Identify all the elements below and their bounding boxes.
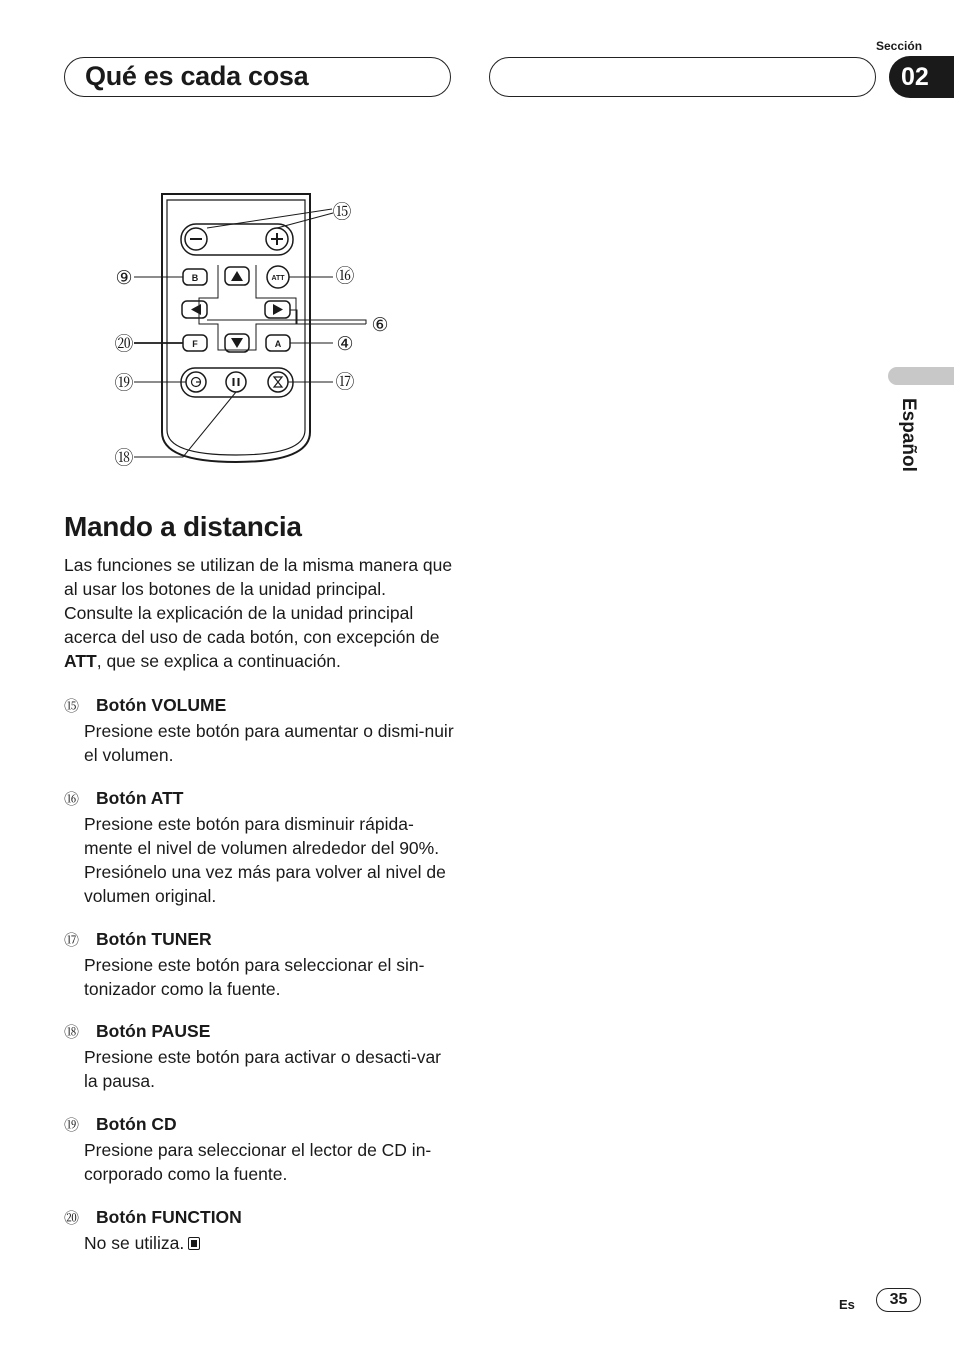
callout-18: ⑱	[114, 447, 134, 469]
item-description: Presione este botón para disminuir rápida-mente el nivel de volumen alrededor del 90%. Presiónelo una vez más para volver al nivel de volumen original.	[84, 814, 446, 906]
leader-6b	[290, 310, 366, 324]
language-tab-label: Español	[898, 398, 919, 472]
intro-text-bold: ATT	[64, 651, 97, 671]
callout-9: ⑨	[115, 267, 133, 289]
list-item-volume	[64, 693, 456, 767]
intro-paragraph	[64, 553, 456, 673]
item-description: Presione para seleccionar el lector de CD in-corporado como la fuente.	[84, 1140, 432, 1184]
list-item-tuner	[64, 927, 456, 1001]
section-number-badge: 02	[889, 56, 954, 98]
end-of-section-icon	[188, 1237, 200, 1250]
callout-20: ⑳	[114, 333, 134, 355]
item-title: Botón PAUSE	[96, 1021, 211, 1041]
item-description: Presione este botón para aumentar o dismi-nuir el volumen.	[84, 721, 454, 765]
item-title: Botón TUNER	[96, 929, 212, 949]
item-title: Botón FUNCTION	[96, 1207, 242, 1227]
pause-button	[226, 372, 246, 392]
header-title: Qué es cada cosa	[85, 61, 309, 91]
callout-19: ⑲	[114, 372, 134, 394]
item-number: ⑯	[64, 791, 80, 808]
item-number: ⑰	[64, 932, 80, 949]
callout-16: ⑯	[335, 265, 355, 287]
callout-15: ⑮	[332, 201, 352, 223]
intro-text-end: , que se explica a continuación.	[96, 651, 341, 671]
leader-18	[134, 392, 236, 457]
callout-6: ⑥	[371, 314, 389, 336]
att-button-label: ATT	[271, 275, 285, 282]
remote-body	[162, 194, 310, 462]
f-button-label: F	[192, 339, 198, 349]
item-title: Botón ATT	[96, 788, 184, 808]
item-number: ⑲	[64, 1117, 80, 1134]
list-item-pause	[64, 1019, 456, 1093]
item-number: ⑮	[64, 698, 80, 715]
item-title: Botón VOLUME	[96, 695, 227, 715]
leader-6a	[207, 320, 366, 324]
section-label: Sección	[876, 39, 923, 53]
item-title: Botón CD	[96, 1114, 177, 1134]
callout-4: ④	[336, 333, 354, 355]
callout-17: ⑰	[335, 371, 355, 393]
footer-language-code: Es	[839, 1297, 855, 1312]
list-item-cd	[64, 1112, 456, 1186]
item-description: Presione este botón para seleccionar el sin-tonizador como la fuente.	[84, 955, 425, 999]
item-description: No se utiliza.	[84, 1233, 185, 1253]
list-item-function	[64, 1205, 456, 1255]
intro-text-start: Las funciones se utilizan de la misma manera que al usar los botones de la unidad principal. Consulte la explicación de la unidad principal acerca del uso de cada botón, con excepción de	[64, 555, 453, 647]
b-button-label: B	[191, 273, 199, 283]
page-title: Mando a distancia	[64, 511, 302, 542]
page-number: 35	[876, 1288, 921, 1312]
remote-inner-outline	[167, 200, 305, 455]
remote-control-figure	[0, 0, 954, 480]
list-item-att	[64, 786, 456, 908]
item-description: Presione este botón para activar o desacti-var la pausa.	[84, 1047, 441, 1091]
item-number: ⑱	[64, 1024, 80, 1041]
item-number: ⑳	[64, 1210, 80, 1227]
a-button-label: A	[274, 339, 282, 349]
